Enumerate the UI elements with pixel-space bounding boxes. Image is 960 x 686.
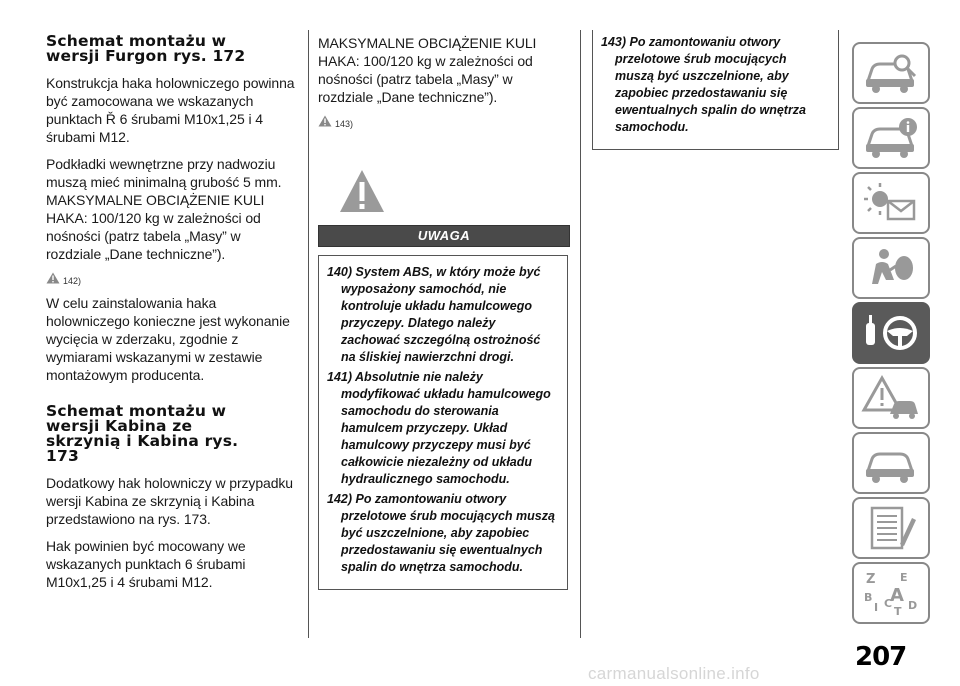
car-info-icon: [860, 114, 922, 162]
section-heading-kabina: Schemat montażu w wersji Kabina ze skrzynią i Kabina rys. 173: [46, 402, 239, 465]
svg-text:I: I: [874, 601, 879, 614]
alphabet-index-icon: [860, 569, 922, 617]
tab-car-search[interactable]: [852, 42, 930, 104]
spec-list-icon: [860, 504, 922, 552]
tab-car-wrench[interactable]: [852, 432, 930, 494]
chapter-tabs: [852, 42, 932, 627]
tab-warning-triangle-car[interactable]: [852, 367, 930, 429]
warning-triangle-icon: [318, 115, 332, 127]
paragraph: W celu zainstalowania haka holowniczego konieczne jest wykonanie wycięcia w zderzaku, zgodnie z wymiarami wskazanymi w zestawie montażowym producenta.: [46, 295, 290, 383]
lights-message-icon: [860, 179, 922, 227]
warning-note: 140) System ABS, w który może być wyposażony samochód, nie kontroluje układu hamulcowego przyczepy. Dlatego należy zachować szczególną ostrożność na śliskiej nawierzchni drogi.: [327, 265, 541, 364]
section-heading-furgon: Schemat montażu w wersji Furgon rys. 172: [46, 32, 246, 65]
warning-notes-box: [318, 255, 568, 590]
column-right: [592, 30, 839, 150]
column-divider: [580, 30, 581, 638]
tab-alphabet-index[interactable]: [852, 562, 930, 624]
warning-reference[interactable]: 143): [318, 115, 570, 129]
tab-car-info[interactable]: [852, 107, 930, 169]
svg-text:T: T: [894, 605, 902, 617]
svg-text:B: B: [864, 591, 873, 604]
warning-note: 143) Po zamontowaniu otwory przelotowe śrub mocujących muszą być uszczelnione, aby zapobiec przedostawaniu się ewentualnych spalin do wnętrza samochodu.: [601, 35, 807, 134]
paragraph: Hak powinien być mocowany we wskazanych punktach 6 śrubami M10x1,25 i 4 śrubami M12.: [46, 538, 246, 590]
warning-note: 141) Absolutnie nie należy modyfikować układu hamulcowego samochodu do sterowania hamulcem przyczepy. Układ hamulcowy przyczepy musi być całkowicie niezależny od układu hydraulicznego samochodu.: [327, 370, 551, 486]
warning-reference[interactable]: 142): [46, 272, 296, 286]
svg-text:E: E: [900, 571, 908, 584]
paragraph: Dodatkowy hak holowniczy w przypadku wersji Kabina ze skrzynią i Kabina przedstawiono na rys. 173.: [46, 475, 293, 527]
tab-airbag-person[interactable]: [852, 237, 930, 299]
warning-triangle-icon: [46, 272, 60, 284]
warning-title-bar: UWAGA: [318, 225, 570, 247]
paragraph: Podkładki wewnętrzne przy nadwoziu muszą mieć minimalną grubość 5 mm. MAKSYMALNE OBCIĄŻENIE KULI HAKA: 100/120 kg w zależności od nośności (patrz tabela „Masy” w rozdziale „Dane techniczne”).: [46, 156, 282, 262]
page-number: 207: [855, 642, 907, 672]
tab-lights-message[interactable]: [852, 172, 930, 234]
svg-text:C: C: [884, 597, 893, 610]
tab-key-steering-wheel[interactable]: [852, 302, 930, 364]
warning-notes-box: [592, 30, 839, 150]
warning-note: 142) Po zamontowaniu otwory przelotowe śrub mocujących muszą być uszczelnione, aby zapobiec przedostawaniu się ewentualnych spalin do wnętrza samochodu.: [327, 492, 555, 574]
car-wrench-icon: [860, 439, 922, 487]
large-warning-icon: [338, 167, 386, 215]
svg-text:A: A: [890, 585, 904, 606]
tab-spec-list[interactable]: [852, 497, 930, 559]
paragraph: MAKSYMALNE OBCIĄŻENIE KULI HAKA: 100/120 kg w zależności od nośności (patrz tabela „Masy” w rozdziale „Dane techniczne”).: [318, 35, 537, 105]
watermark: carmanualsonline.info: [588, 664, 760, 683]
column-divider: [308, 30, 309, 638]
svg-text:D: D: [908, 599, 918, 612]
column-middle: [318, 30, 570, 590]
car-search-icon: [860, 49, 922, 97]
column-left: [46, 30, 296, 600]
paragraph: Konstrukcja haka holowniczego powinna być zamocowana we wskazanych punktach Ř 6 śrubami M10x1,25 i 4 śrubami M12.: [46, 75, 295, 145]
airbag-person-icon: [860, 244, 922, 292]
warning-triangle-car-icon: [860, 374, 922, 422]
key-steering-wheel-icon: [860, 309, 922, 357]
svg-text:Z: Z: [866, 572, 876, 587]
